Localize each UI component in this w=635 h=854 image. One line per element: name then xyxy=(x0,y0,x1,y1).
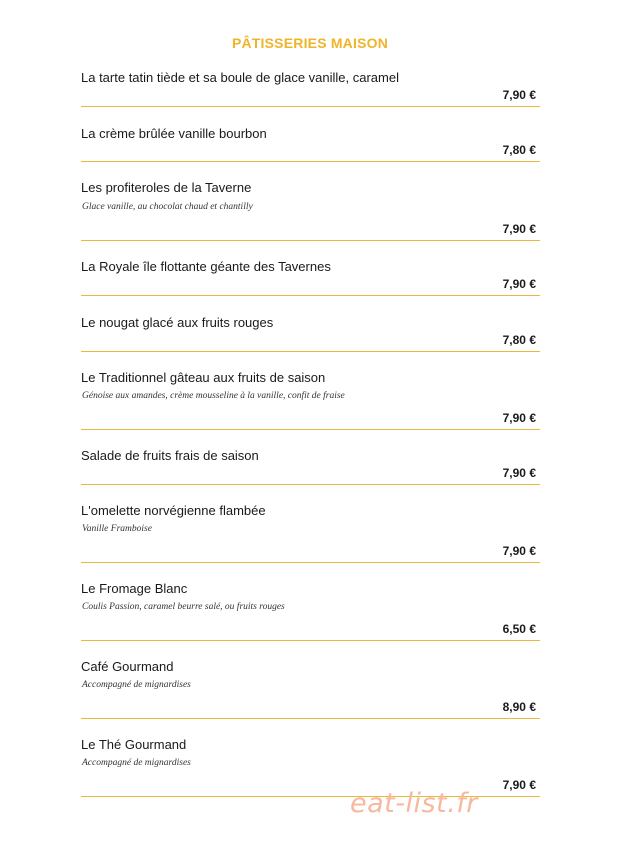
item-name: Le Traditionnel gâteau aux fruits de saison xyxy=(81,370,326,385)
item-price: 7,90 € xyxy=(502,778,536,792)
item-price: 7,90 € xyxy=(502,222,536,236)
item-name: Café Gourmand xyxy=(81,659,174,674)
item-name: Le Fromage Blanc xyxy=(81,581,188,596)
menu-item xyxy=(81,296,540,352)
item-description: Génoise aux amandes, crème mousseline à la vanille, confit de fraise xyxy=(82,391,345,401)
item-description: Glace vanille, au chocolat chaud et chantilly xyxy=(82,202,253,212)
item-name: Le Thé Gourmand xyxy=(81,737,187,752)
menu-item xyxy=(81,485,540,563)
item-price: 7,90 € xyxy=(502,411,536,425)
watermark-text: eat-list.fr xyxy=(350,788,478,819)
item-description: Coulis Passion, caramel beurre salé, ou fruits rouges xyxy=(82,602,285,612)
item-name: Salade de fruits frais de saison xyxy=(81,448,259,463)
item-price: 7,80 € xyxy=(502,143,536,157)
item-price: 7,90 € xyxy=(502,277,536,291)
item-price: 8,90 € xyxy=(502,700,536,714)
item-price: 6,50 € xyxy=(502,622,536,636)
menu-item xyxy=(81,563,540,641)
item-name: Les profiteroles de la Taverne xyxy=(81,180,252,195)
menu-section-title: PÂTISSERIES MAISON xyxy=(231,35,389,51)
item-name: La tarte tatin tiède et sa boule de glace vanille, caramel xyxy=(81,70,399,85)
item-description: Accompagné de mignardises xyxy=(82,758,191,768)
menu-item xyxy=(81,352,540,430)
menu-item xyxy=(81,430,540,485)
item-name: Le nougat glacé aux fruits rouges xyxy=(81,315,274,330)
menu-item xyxy=(81,241,540,296)
item-description: Accompagné de mignardises xyxy=(82,680,191,690)
menu-item xyxy=(81,162,540,241)
item-price: 7,90 € xyxy=(502,88,536,102)
menu-item xyxy=(81,68,540,107)
menu-item xyxy=(81,719,540,797)
item-price: 7,90 € xyxy=(502,544,536,558)
item-price: 7,90 € xyxy=(502,466,536,480)
item-name: La crème brûlée vanille bourbon xyxy=(81,126,267,141)
item-name: La Royale île flottante géante des Tavernes xyxy=(81,259,331,274)
item-name: L'omelette norvégienne flambée xyxy=(81,503,266,518)
item-description: Vanille Framboise xyxy=(82,524,152,534)
menu-item xyxy=(81,107,540,162)
menu-item xyxy=(81,641,540,719)
item-price: 7,80 € xyxy=(502,333,536,347)
menu-item-list xyxy=(81,68,540,797)
